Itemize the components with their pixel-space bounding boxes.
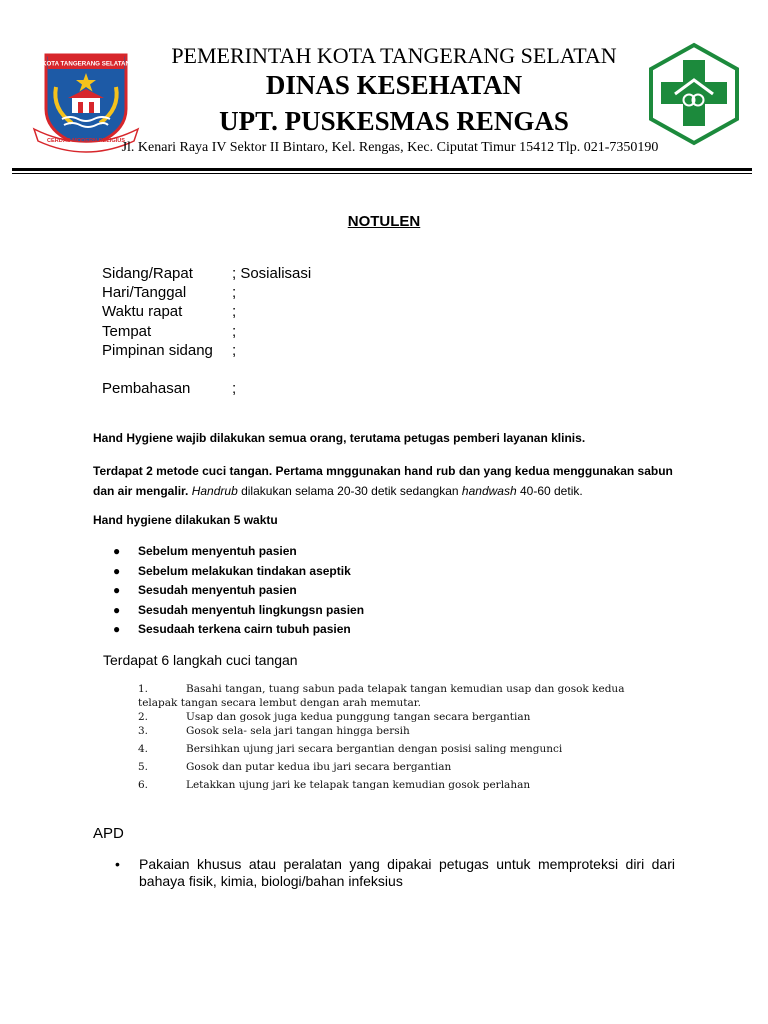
list-item: ● Sesudah menyentuh lingkungsn pasien [113, 602, 365, 617]
field-value: ; [232, 342, 237, 359]
field-value: ; [232, 380, 237, 397]
paragraph-methods [93, 461, 683, 501]
five-moments-list [113, 542, 364, 640]
field-label: Pembahasan [102, 380, 191, 397]
letterhead-divider-thin [12, 173, 752, 174]
step-item: 5. Gosok dan putar kedua ibu jari secara bergantian [138, 761, 452, 773]
field-label: Waktu rapat [102, 303, 183, 320]
methods-duration: dilakukan selama 20-30 detik sedangkan [241, 484, 459, 498]
paragraph-hand-hygiene: Hand Hygiene wajib dilakukan semua orang, terutama petugas pemberi layanan klinis. [93, 431, 586, 445]
field-value: ; [232, 284, 237, 301]
apd-description: Pakaian khusus atau peralatan yang dipakai petugas untuk memproteksi diri dari bahaya fisik, kimia, biologi/bahan infeksius [139, 856, 675, 889]
field-label: Sidang/Rapat [102, 265, 193, 282]
bullet-icon: • [115, 856, 120, 872]
field-waktu [102, 303, 236, 320]
list-item: ● Sesudaah terkena cairn tubuh pasien [113, 622, 351, 636]
step-item-continued: telapak tangan secara lembut dengan arah memutar. [138, 697, 421, 709]
letterhead-government: PEMERINTAH KOTA TANGERANG SELATAN [171, 43, 617, 68]
list-item: ● Sebelum melakukan tindakan aseptik [113, 563, 351, 578]
step-item: 2. Usap dan gosok juga kedua punggung tangan secara bergantian [138, 711, 531, 723]
list-item: ● Sesudah menyentuh pasien [113, 583, 297, 597]
field-hari [102, 284, 236, 301]
field-sidang [102, 265, 311, 282]
steps-heading: Terdapat 6 langkah cuci tangan [103, 652, 298, 668]
field-tempat [102, 323, 236, 340]
step-item: 6. Letakkan ujung jari ke telapak tangan kemudian gosok perlahan [138, 779, 531, 791]
field-pimpinan [102, 342, 236, 359]
handwash-term: handwash [461, 484, 517, 498]
field-value: ; [232, 303, 237, 320]
step-item: 4. Bersihkan ujung jari secara bergantian dengan posisi saling mengunci [138, 743, 563, 755]
field-value: ; [232, 323, 237, 340]
step-item: 3. Gosok sela- sela jari tangan hingga bersih [138, 725, 410, 737]
paragraph-five-moments: Hand hygiene dilakukan 5 waktu [93, 513, 278, 527]
field-label: Tempat [102, 323, 152, 340]
emblem-banner-text: KOTA TANGERANG SELATAN [42, 60, 130, 68]
methods-text: Terdapat 2 metode cuci tangan. Pertama mnggunakan hand rub dan yang kedua menggunakan sabun dan air mengalir. [93, 464, 673, 498]
handrub-term: Handrub [191, 484, 238, 498]
apd-list-item [115, 856, 675, 890]
tangerang-selatan-emblem-icon [32, 47, 140, 153]
apd-heading: APD [93, 825, 124, 842]
letterhead-unit: UPT. PUSKESMAS RENGAS [219, 106, 569, 136]
step-item: 1. Basahi tangan, tuang sabun pada telapak tangan kemudian usap dan gosok kedua [138, 683, 625, 695]
field-label: Hari/Tanggal [102, 284, 187, 301]
letterhead-address: Jl. Kenari Raya IV Sektor II Bintaro, Kel. Rengas, Kec. Ciputat Timur 15412 Tlp. 021-7350190 [121, 140, 659, 155]
puskesmas-cross-logo-icon [645, 42, 743, 146]
list-item: ● Sebelum menyentuh pasien [113, 544, 297, 558]
field-label: Pimpinan sidang [102, 342, 213, 359]
field-pembahasan [102, 380, 236, 397]
field-value: ; Sosialisasi [232, 265, 312, 282]
letterhead-agency: DINAS KESEHATAN [265, 70, 523, 100]
emblem-ribbon-text: CERDAS MODERN RELIGIUS [46, 138, 126, 144]
methods-duration-end: 40-60 detik. [519, 484, 583, 498]
document-title: NOTULEN [347, 213, 421, 230]
letterhead-divider-thick [12, 168, 752, 171]
